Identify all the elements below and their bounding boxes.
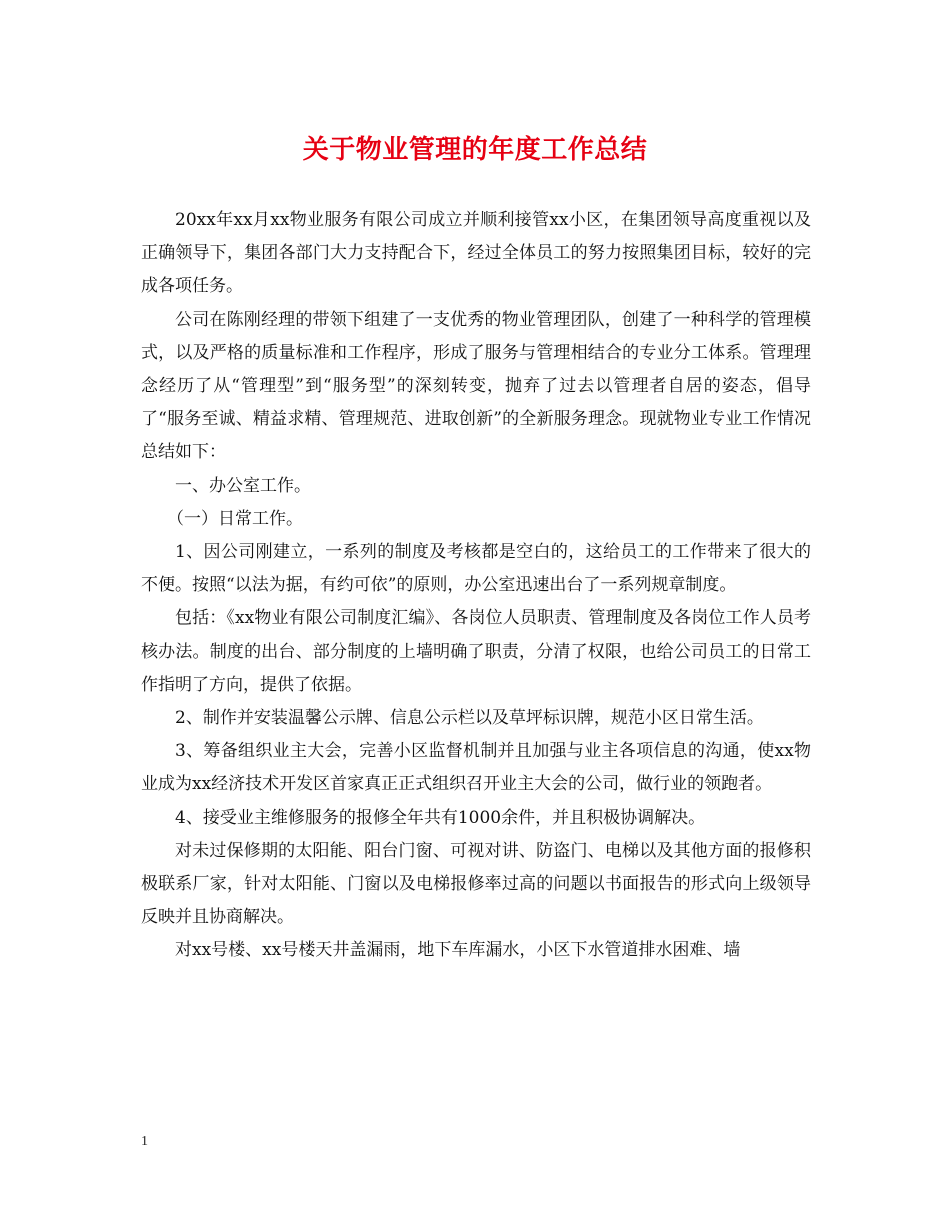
subsection-heading: （一）日常工作。 bbox=[167, 508, 303, 529]
paragraph: 3、筹备组织业主大会，完善小区监督机制并且加强与业主各项信息的沟通，使xx物业成为xx经济技术开发区首家真正正式组织召开业主大会的公司，做行业的领跑者。 bbox=[141, 741, 811, 795]
paragraph: 1、因公司刚建立，一系列的制度及考核都是空白的，这给员工的工作带来了很大的不便。按照“以法为据，有约可依”的原则，办公室迅速出台了一系列规章制度。 bbox=[141, 542, 811, 596]
paragraph: 20xx年xx月xx物业服务有限公司成立并顺利接管xx小区，在集团领导高度重视以及正确领导下，集团各部门大力支持配合下，经过全体员工的努力按照集团目标，较好的完成各项任务。 bbox=[141, 210, 811, 297]
page-number: 1 bbox=[141, 1134, 148, 1149]
paragraph: 公司在陈刚经理的带领下组建了一支优秀的物业管理团队，创建了一种科学的管理模式，以及严格的质量标准和工作程序，形成了服务与管理相结合的专业分工体系。管理理念经历了从“管理型”到“服务型”的深刻转变，抛弃了过去以管理者自居的姿态，倡导了“服务至诚、精益求精、管理规范、进取创新”的全新服务理念。现就物业专业工作情况总结如下： bbox=[141, 309, 811, 463]
paragraph: 4、接受业主维修服务的报修全年共有1000余件，并且积极协调解决。 bbox=[175, 807, 706, 828]
document-title: 关于物业管理的年度工作总结 bbox=[302, 135, 648, 165]
paragraph: 2、制作并安装温馨公示牌、信息公示栏以及草坪标识牌，规范小区日常生活。 bbox=[175, 708, 764, 729]
paragraph: 对xx号楼、xx号楼天井盖漏雨，地下车库漏水，小区下水管道排水困难、墙 bbox=[175, 940, 741, 961]
paragraph: 包括：《xx物业有限公司制度汇编》、各岗位人员职责、管理制度及各岗位工作人员考核办法。制度的出台、部分制度的上墙明确了职责，分清了权限，也给公司员工的日常工作指明了方向，提供了依据。 bbox=[141, 608, 811, 695]
section-heading: 一、办公室工作。 bbox=[175, 475, 311, 496]
paragraph: 对未过保修期的太阳能、阳台门窗、可视对讲、防盗门、电梯以及其他方面的报修积极联系厂家，针对太阳能、门窗以及电梯报修率过高的问题以书面报告的形式向上级领导反映并且协商解决。 bbox=[141, 840, 811, 928]
document-body bbox=[141, 204, 811, 968]
